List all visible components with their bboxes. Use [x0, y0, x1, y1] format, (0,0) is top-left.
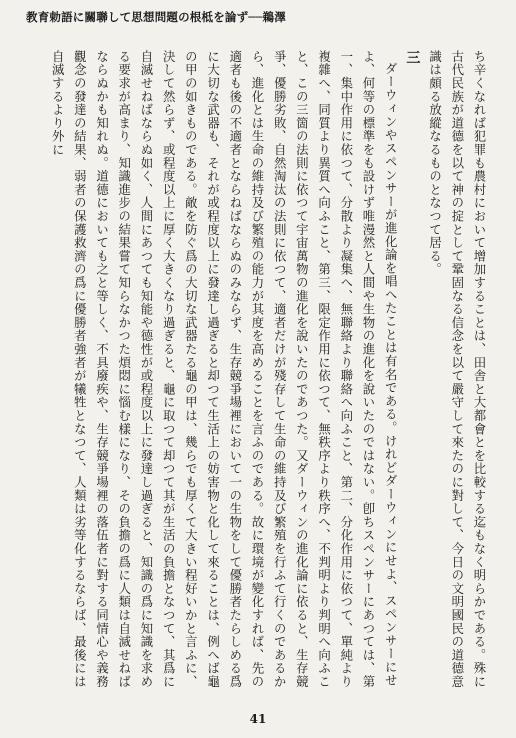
paragraph-2: ダーウィンやスペンサーが進化論を唱へたことは有名である。けれどダーウィンにせよ、スペンサーにせよ、何等の標準をも設けず唯漫然と人間や生物の進化を說いたのではない。卽ちスペンサーにあつては、第一、集中作用に依つて、分散より凝集へ、無聯絡より聯絡へ向ふこと、第二、分化作用に依つて、單純より複雜へ、同質より異質へ向ふこと、第三、限定作用に依つて、無秩序より秩序へ、不判明より判明へ向ふこと、この三箇の法則に依つて宇宙萬物の進化を說いたのであつた。又ダーウィンの進化論に依ると、生存競爭、優勝劣敗、自然淘汰の法則に依つて、適者だけが殘存して生命の維持及び繁殖を行ふて行くのであるから、進化とは生命の維持及び繁殖の能力が其度を高めることを言ふのである。故に環境が變化すれば、先の適者も後の不適者とならねばならぬのみならず、生存競爭場裡において一の生物をして優勝者たらしめる爲に大切な武器も、それが或程度以上に發達し過ぎると却つて生活上の妨害物と化して來ることは、例へば龜の甲の如きものである。敵を防ぐ爲の大切な武器たる龜の甲は、幾らでも厚くて大きい程好いかと言ふに、決して然らず、或程度以上に厚く大きくなり過ぎると、龜に取つて却つて其が生活の負擔となつて、其爲に自滅せねばならぬ如く、人間にあつても知能や德性が或程度以上に發達し過ぎると、知識の爲に知識を求める要求が高まり、知識進步の結果嘗て知らなかつた煩悶に惱む樣になり、その負擔の爲に人類は自滅せねばならぬかも知れぬ。道德においても之と等しく、不具廢疾や、生存競爭場裡の落伍者に對する同情心や義務觀念の發達の結果、弱者の保護救濟の爲に優勝者強者が犧牲となつて、人類は劣等化するならば、最後には自滅するより外に: [50, 50, 399, 689]
paragraph-1: ち辛くなれば犯罪も農村において增加することは、田舎と大都會とを比較する迄もなく明らかである。殊に古代民族が道德を以て神の掟として鞏固なる信念を以て嚴守して來たのに對して、今日の文明國民の道德意識は頗る放縱なるものとなつて居る。: [427, 50, 487, 689]
page-number: 41: [249, 712, 267, 726]
running-head: 教育勅語に關聯して思想問題の根柢を論ず──鵜澤: [26, 10, 286, 24]
section-number: 三: [404, 50, 421, 64]
body-text: [18, 50, 490, 700]
